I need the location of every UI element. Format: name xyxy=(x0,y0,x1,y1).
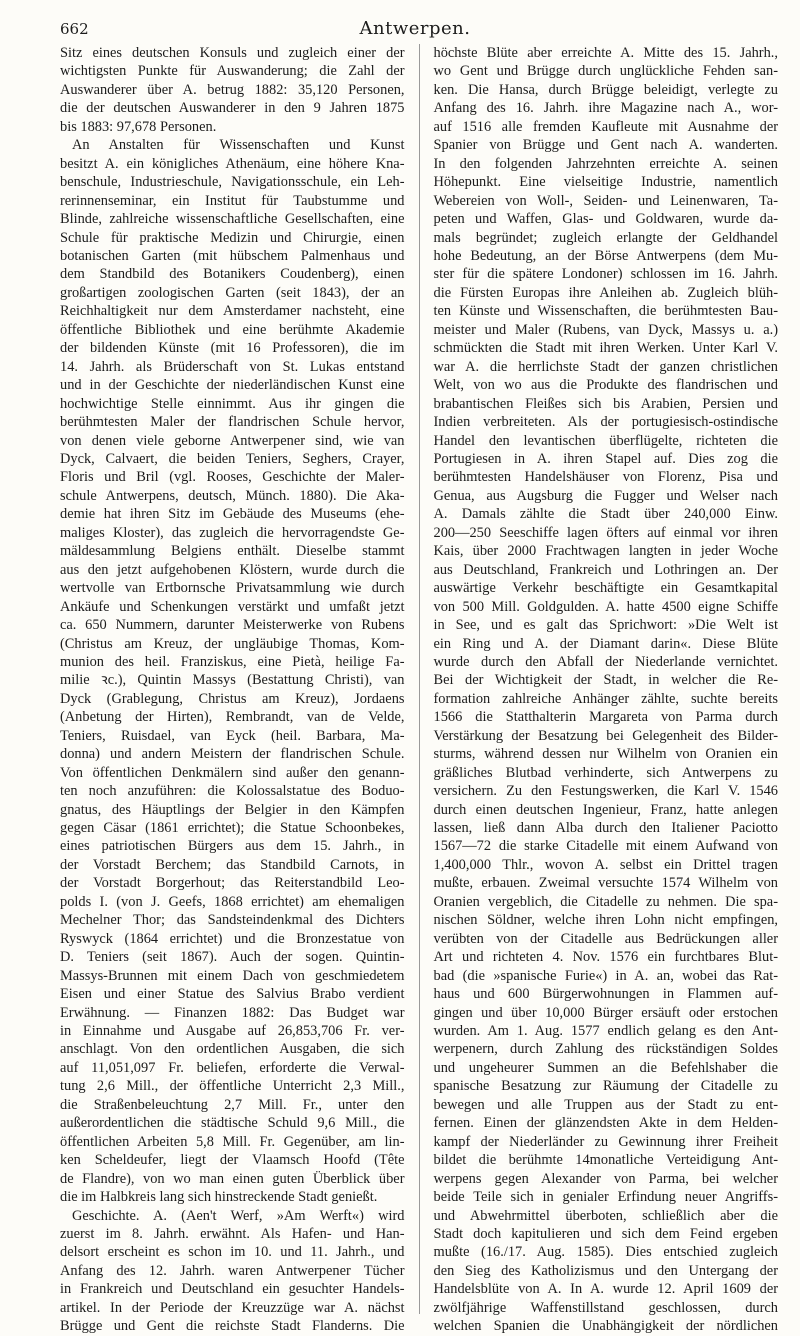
text-line: Stadt doch kapitulieren und sich dem Feind ergeben xyxy=(433,1226,778,1242)
text-line: Art und richteten 4. Nov. 1576 ein furchtbares Blut- xyxy=(433,949,778,966)
text-line: milie ꝛc.), Quintin Massys (Bestattung Christi), van xyxy=(60,672,405,689)
text-line: der bildenden Künste (mit 16 Professoren), die im xyxy=(60,340,405,357)
text-line: wurden. Am 1. Aug. 1577 endlich gelang es den Ant- xyxy=(433,1023,778,1040)
text-line: formation zahlreiche Anhänger zählte, suchte bereits xyxy=(433,690,778,707)
text-line: zwölfjährige Waffenstillstand geschlossen, durch xyxy=(433,1299,778,1316)
text-line: beide Teile sich in genialer Erfindung neuer Angriffs- xyxy=(433,1189,778,1206)
text-line: Anfang des 12. Jahrh. waren Antwerpener Tücher xyxy=(60,1262,405,1279)
text-line: Teniers, Ruisdael, van Eyck (heil. Barbara, Ma- xyxy=(60,727,405,744)
text-line: lassen, ließ dann Alba durch den Italiener Paciotto xyxy=(433,820,778,837)
text-line: Reichhaltigkeit nur dem Amsterdamer nachsteht, eine xyxy=(60,303,405,320)
text-line: botanischen Garten (mit hübschem Palmenhaus und xyxy=(60,247,405,264)
text-line: gräßliches Blutbad verhinderte, sich Antwerpens zu xyxy=(433,764,778,781)
text-line: Dyck (Grablegung, Christus am Kreuz), Jordaens xyxy=(60,690,405,707)
text-line: donna) und andern Meistern der flandrischen Schule. xyxy=(60,746,405,763)
text-line: gingen und über 10,000 Bürger ersäuft oder erstochen xyxy=(433,1004,778,1021)
running-head: Antwerpen. xyxy=(359,18,471,39)
text-line: anschlagt. Von den ordentlichen Ausgaben, die sich xyxy=(60,1041,405,1058)
text-line: versichern. Zu den Festungswerken, die Karl V. 1546 xyxy=(433,783,778,800)
text-line: Sitz eines deutschen Konsuls und zugleich einer der xyxy=(60,45,405,61)
text-line: Oranien vergeblich, die Citadelle zu nehmen. Die spa- xyxy=(433,893,778,910)
text-line: Geschichte. A. (Aen't Werf, »Am Werft«) wird xyxy=(72,1207,405,1224)
page-header xyxy=(60,8,770,42)
text-line: öffentlichen Arbeiten 5,8 Mill. Fr. Gegenüber, am lin- xyxy=(60,1133,405,1150)
text-line: bewegen und alle Truppen aus der Stadt zu ent- xyxy=(433,1096,778,1113)
text-line: von 500 Mill. Goldgulden. A. hatte 4500 eigne Schiffe xyxy=(433,598,778,615)
text-line: in See, und es galt das Sprichwort: »Die Welt ist xyxy=(433,617,778,634)
text-line: von denen viele geborne Antwerpener sind, wie van xyxy=(60,432,405,449)
text-line: Blinde, zahlreiche wissenschaftliche Gesellschaften, eine xyxy=(60,211,405,228)
text-line: die der deutschen Auswanderer in den 9 Jahren 1875 xyxy=(60,100,405,117)
text-line: die im Halbkreis lang sich hinstreckende Stadt genießt. xyxy=(60,1189,378,1206)
text-line: de Flandre), von wo man einen guten Überblick über xyxy=(60,1170,405,1187)
text-line: haus und 600 Bürgerwohnungen in Flammen auf- xyxy=(433,986,778,1003)
text-line: demie hat ihren Sitz im Gebäude des Museums (ehe- xyxy=(60,506,405,523)
text-line: benschule, Industrieschule, Navigationsschule, ein Leh- xyxy=(60,174,405,191)
text-line: und ungeheurer Summen an die Befehlshaber die xyxy=(433,1059,778,1076)
text-line: der Vorstadt Borgerhout; das Reiterstandbild Leo- xyxy=(60,875,405,892)
text-line: öffentliche Bibliothek und eine berühmte Akademie xyxy=(60,321,405,338)
text-line: D. Teniers (seit 1867). Auch der sogen. Quintin- xyxy=(60,949,405,966)
text-line: maliges Kloster), das zugleich die hervorragendste Ge- xyxy=(60,524,405,541)
text-line: Verstärkung der Besatzung bei Gelegenheit des Bilder- xyxy=(433,727,778,744)
text-line: Eisen und einer Statue des Salvius Brabo verdient xyxy=(60,986,405,1003)
text-line: (Christus am Kreuz, der ungläubige Thomas, Kom- xyxy=(60,635,405,652)
text-line: werpenern, durch Zahlung des rückständigen Soldes xyxy=(433,1041,778,1058)
text-line: berühmtesten Handelshäuser von Florenz, Pisa und xyxy=(433,469,778,486)
text-line: ten Künste und Wissenschaften, die berühmtesten Bau- xyxy=(433,303,778,320)
text-line: 200—250 Seeschiffe lagen öfters auf einmal vor ihren xyxy=(433,524,778,541)
text-line: Schule für praktische Medizin und Chirurgie, einen xyxy=(60,229,405,246)
text-line: Portugiesen in A. ihren Stapel auf. Dies zog die xyxy=(433,450,778,467)
text-line: nischen Söldner, welche ihren Lohn nicht empfingen, xyxy=(433,912,778,929)
text-line: auswärtige Verkehr beschäftigte ein Gesamtkapital xyxy=(433,580,778,597)
text-line: berühmtesten Maler der flandrischen Schule hervor, xyxy=(60,414,405,431)
text-line: in Einnahme und Ausgabe auf 26,853,706 Fr. ver- xyxy=(60,1023,405,1040)
text-line: bildet die berühmte 14monatliche Verteidigung Ant- xyxy=(433,1152,778,1169)
text-line: durch einen deutschen Ingenieur, Franz, hatte anlegen xyxy=(433,801,778,818)
text-line: eines patriotischen Bürgers aus dem 15. Jahrh., in xyxy=(60,838,405,855)
text-line: die Fürsten Europas ihre Anleihen ab. Zugleich blüh- xyxy=(433,284,778,301)
text-line: Genua, aus Augsburg die Fugger und Welser nach xyxy=(433,487,778,504)
text-line: mußte (16./17. Aug. 1585). Dies entschied zugleich xyxy=(433,1244,778,1261)
text-line: Handelsblüte von A. In A. wurde 12. April 1609 der xyxy=(433,1281,778,1298)
text-line: Massys-Brunnen mit einem Dach von geschmiedetem xyxy=(60,967,405,984)
text-line: den Sieg des Katholizismus und den Untergang der xyxy=(433,1262,778,1279)
text-line: mußte, erbauen. Zweimal versuchte 1574 Wilhelm von xyxy=(433,875,778,892)
text-line: Bei der Wichtigkeit der Stadt, in welcher die Re- xyxy=(433,672,778,689)
text-line: 1566 die Statthalterin Margareta von Parma durch xyxy=(433,709,778,726)
text-line: rerinnenseminar, ein Institut für Taubstumme und xyxy=(60,192,405,209)
text-line: bad (die »spanische Furie«) in A. an, wobei das Rat- xyxy=(433,967,778,984)
text-line: Handel den levantischen überflügelte, richteten die xyxy=(433,432,778,449)
text-line: A. Damals zählte die Stadt über 240,000 Einw. xyxy=(433,506,778,523)
text-line: mals begründet; zugleich erlangte der Geldhandel xyxy=(433,229,778,246)
text-line: der Vorstadt Berchem; das Standbild Carnots, in xyxy=(60,856,405,873)
text-line: hochwichtige Stelle einnimmt. Aus ihr gingen die xyxy=(60,395,405,412)
text-line: delsort erscheint es schon im 10. und 11. Jahrh., und xyxy=(60,1244,405,1261)
text-line: 14. Jahrh. als Brüderschaft von St. Lukas entstand xyxy=(60,358,405,375)
text-line: ken. Die Hansa, durch Brügge beleidigt, verlegte zu xyxy=(433,81,778,98)
text-line: ster für die spätere Londoner) schlossen im 16. Jahrh. xyxy=(433,266,778,283)
text-line: werpens gegen Alexander von Parma, bei welcher xyxy=(433,1170,778,1187)
text-line: (Anbetung der Hirten), Rembrandt, van de Velde, xyxy=(60,709,405,726)
text-line: tung 2,6 Mill., der öffentliche Unterricht 2,3 Mill., xyxy=(60,1078,405,1095)
text-line: Anfang des 16. Jahrh. ihre Magazine nach A., wor- xyxy=(433,100,778,117)
text-line: auf 11,051,097 Fr. beliefen, erforderte die Verwal- xyxy=(60,1059,405,1076)
text-line: Floris und Bril (vgl. Rooses, Geschichte der Maler- xyxy=(60,469,405,486)
text-line: munion des heil. Franziskus, eine Pietà, heilige Fa- xyxy=(60,653,405,670)
text-line: artikel. In der Periode der Kreuzzüge war A. nächst xyxy=(60,1299,405,1316)
text-line: In den folgenden Jahrzehnten erreichte A. seinen xyxy=(433,155,778,172)
text-line: 1,400,000 Thlr., wovon A. selbst ein Drittel tragen xyxy=(433,856,778,873)
text-line: außerordentlichen die städtische Schuld 9,6 Mill., die xyxy=(60,1115,405,1132)
text-line: Ryswyck (1864 errichtet) und die Bronzestatue von xyxy=(60,930,405,947)
text-line: meister und Maler (Rubens, van Dyck, Massys u. a.) xyxy=(433,321,778,338)
right-column xyxy=(433,44,779,1335)
text-line: und Abwehrmittel überboten, schließlich aber die xyxy=(433,1207,778,1224)
text-line: 1567—72 die starke Citadelle mit einem Aufwand von xyxy=(433,838,778,855)
text-line: verübten von der Citadelle aus Bedrückungen aller xyxy=(433,930,778,947)
text-line: wurde durch den Abfall der Niederlande vernichtet. xyxy=(433,653,778,670)
text-line: gnatus, des Häuptlings der Belgier in den Kämpfen xyxy=(60,801,405,818)
text-line: auf 1516 alle fremden Kaufleute mit Ausnahme der xyxy=(433,118,778,135)
text-line: ein Ring und A. der Diamant darin«. Diese Blüte xyxy=(433,635,778,652)
text-line: Ankäufe und Schenkungen verstärkt und umfaßt jetzt xyxy=(60,598,405,615)
text-line: welchen Spanien die Unabhängigkeit der nördlichen xyxy=(433,1318,778,1335)
text-line: dem Standbild des Botanikers Coudenberg), einen xyxy=(60,266,405,283)
text-line: Dyck, Calvaert, die beiden Teniers, Seghers, Crayer, xyxy=(60,450,405,467)
column-divider xyxy=(419,44,420,1314)
page-number: 662 xyxy=(60,20,89,38)
text-line: Kais, über 2000 Frachtwagen langten in jeder Woche xyxy=(433,543,778,560)
left-column xyxy=(60,44,405,1335)
text-line: wertvolle van Ertbornsche Privatsammlung wie durch xyxy=(60,580,405,597)
text-line: bis 1883: 97,678 Personen. xyxy=(60,118,217,135)
text-line: fernen. Einen der glänzendsten Akte in dem Helden- xyxy=(433,1115,778,1132)
text-line: Auswanderer über A. betrug 1882: 35,120 Personen, xyxy=(60,81,405,98)
text-columns xyxy=(60,44,778,1335)
text-line: wo Gent und Brügge durch unglückliche Fehden san- xyxy=(433,63,778,80)
text-line: ten noch anzuführen: die Kolossalstatue des Boduo- xyxy=(60,783,405,800)
text-line: spanische Besatzung zur Räumung der Citadelle zu xyxy=(433,1078,778,1095)
text-line: war A. die herrlichste Stadt der ganzen christlichen xyxy=(433,358,778,375)
text-line: und in der Geschichte der niederländischen Kunst eine xyxy=(60,377,405,394)
text-line: kampf der Niederländer zu Gewinnung ihrer Freiheit xyxy=(433,1133,778,1150)
text-line: gegen Cäsar (1861 errichtet); die Statue Schoonbekes, xyxy=(60,820,405,837)
text-line: in Frankreich und Deutschland ein gesuchter Handels- xyxy=(60,1281,405,1298)
text-line: schmückten die Stadt mit ihren Werken. Unter Karl V. xyxy=(433,340,778,357)
text-line: wichtigsten Punkte für Auswanderung; die Zahl der xyxy=(60,63,405,80)
text-line: Brügge und Gent die reichste Stadt Flanderns. Die xyxy=(60,1318,405,1335)
text-line: die Straßenbeleuchtung 2,7 Mill. Fr., unter den xyxy=(60,1096,405,1113)
text-line: großartigen zoologischen Garten (seit 1843), der an xyxy=(60,284,405,301)
text-line: peten und Waffen, Glas- und Goldwaren, wurde da- xyxy=(433,211,778,228)
text-line: Von öffentlichen Denkmälern sind außer den genann- xyxy=(60,764,405,781)
text-line: aus Deutschland, Frankreich und Lothringen an. Der xyxy=(433,561,778,578)
text-line: hohe Bedeutung, an der Börse Antwerpens (dem Mu- xyxy=(433,247,778,264)
text-line: höchste Blüte aber erreichte A. Mitte des 15. Jahrh., xyxy=(433,45,778,61)
text-line: schule Antwerpens, deutsch, Münch. 1880). Die Aka- xyxy=(60,487,405,504)
text-line: ken Scheldeufer, liegt der Vlaamsch Hoofd (Tête xyxy=(60,1152,405,1169)
text-line: ca. 650 Nummern, darunter Meisterwerke von Rubens xyxy=(60,617,405,634)
text-line: brabantischen Fleißes sich bis Arabien, Persien und xyxy=(433,395,778,412)
text-line: aus den jetzt aufgehobenen Klöstern, wurde durch die xyxy=(60,561,405,578)
text-line: sturms, während dessen nur Wilhelm von Oranien ein xyxy=(433,746,778,763)
text-line: zuerst im 8. Jahrh. erwähnt. Als Hafen- und Han- xyxy=(60,1226,405,1242)
text-line: mäldesammlung Belgiens enthält. Dieselbe stammt xyxy=(60,543,405,560)
text-line: An Anstalten für Wissenschaften und Kunst xyxy=(72,137,405,154)
text-line: Webereien von Woll-, Seiden- und Leinenwaren, Ta- xyxy=(433,192,778,209)
text-line: Indien verbreiteten. Als der portugiesisch-ostindische xyxy=(433,414,778,431)
text-line: besitzt A. ein königliches Athenäum, eine höhere Kna- xyxy=(60,155,405,172)
text-line: Höhepunkt. Eine vielseitige Industrie, namentlich xyxy=(433,174,778,191)
text-line: Spanier von Brügge und Gent nach A. wanderten. xyxy=(433,137,778,154)
text-line: Erwähnung. — Finanzen 1882: Das Budget war xyxy=(60,1004,405,1021)
text-line: Welt, von wo aus die Produkte des flandrischen und xyxy=(433,377,778,394)
text-line: polds I. (von J. Geefs, 1868 errichtet) am ehemaligen xyxy=(60,893,405,910)
text-line: Mechelner Thor; das Sandsteindenkmal des Dichters xyxy=(60,912,405,929)
